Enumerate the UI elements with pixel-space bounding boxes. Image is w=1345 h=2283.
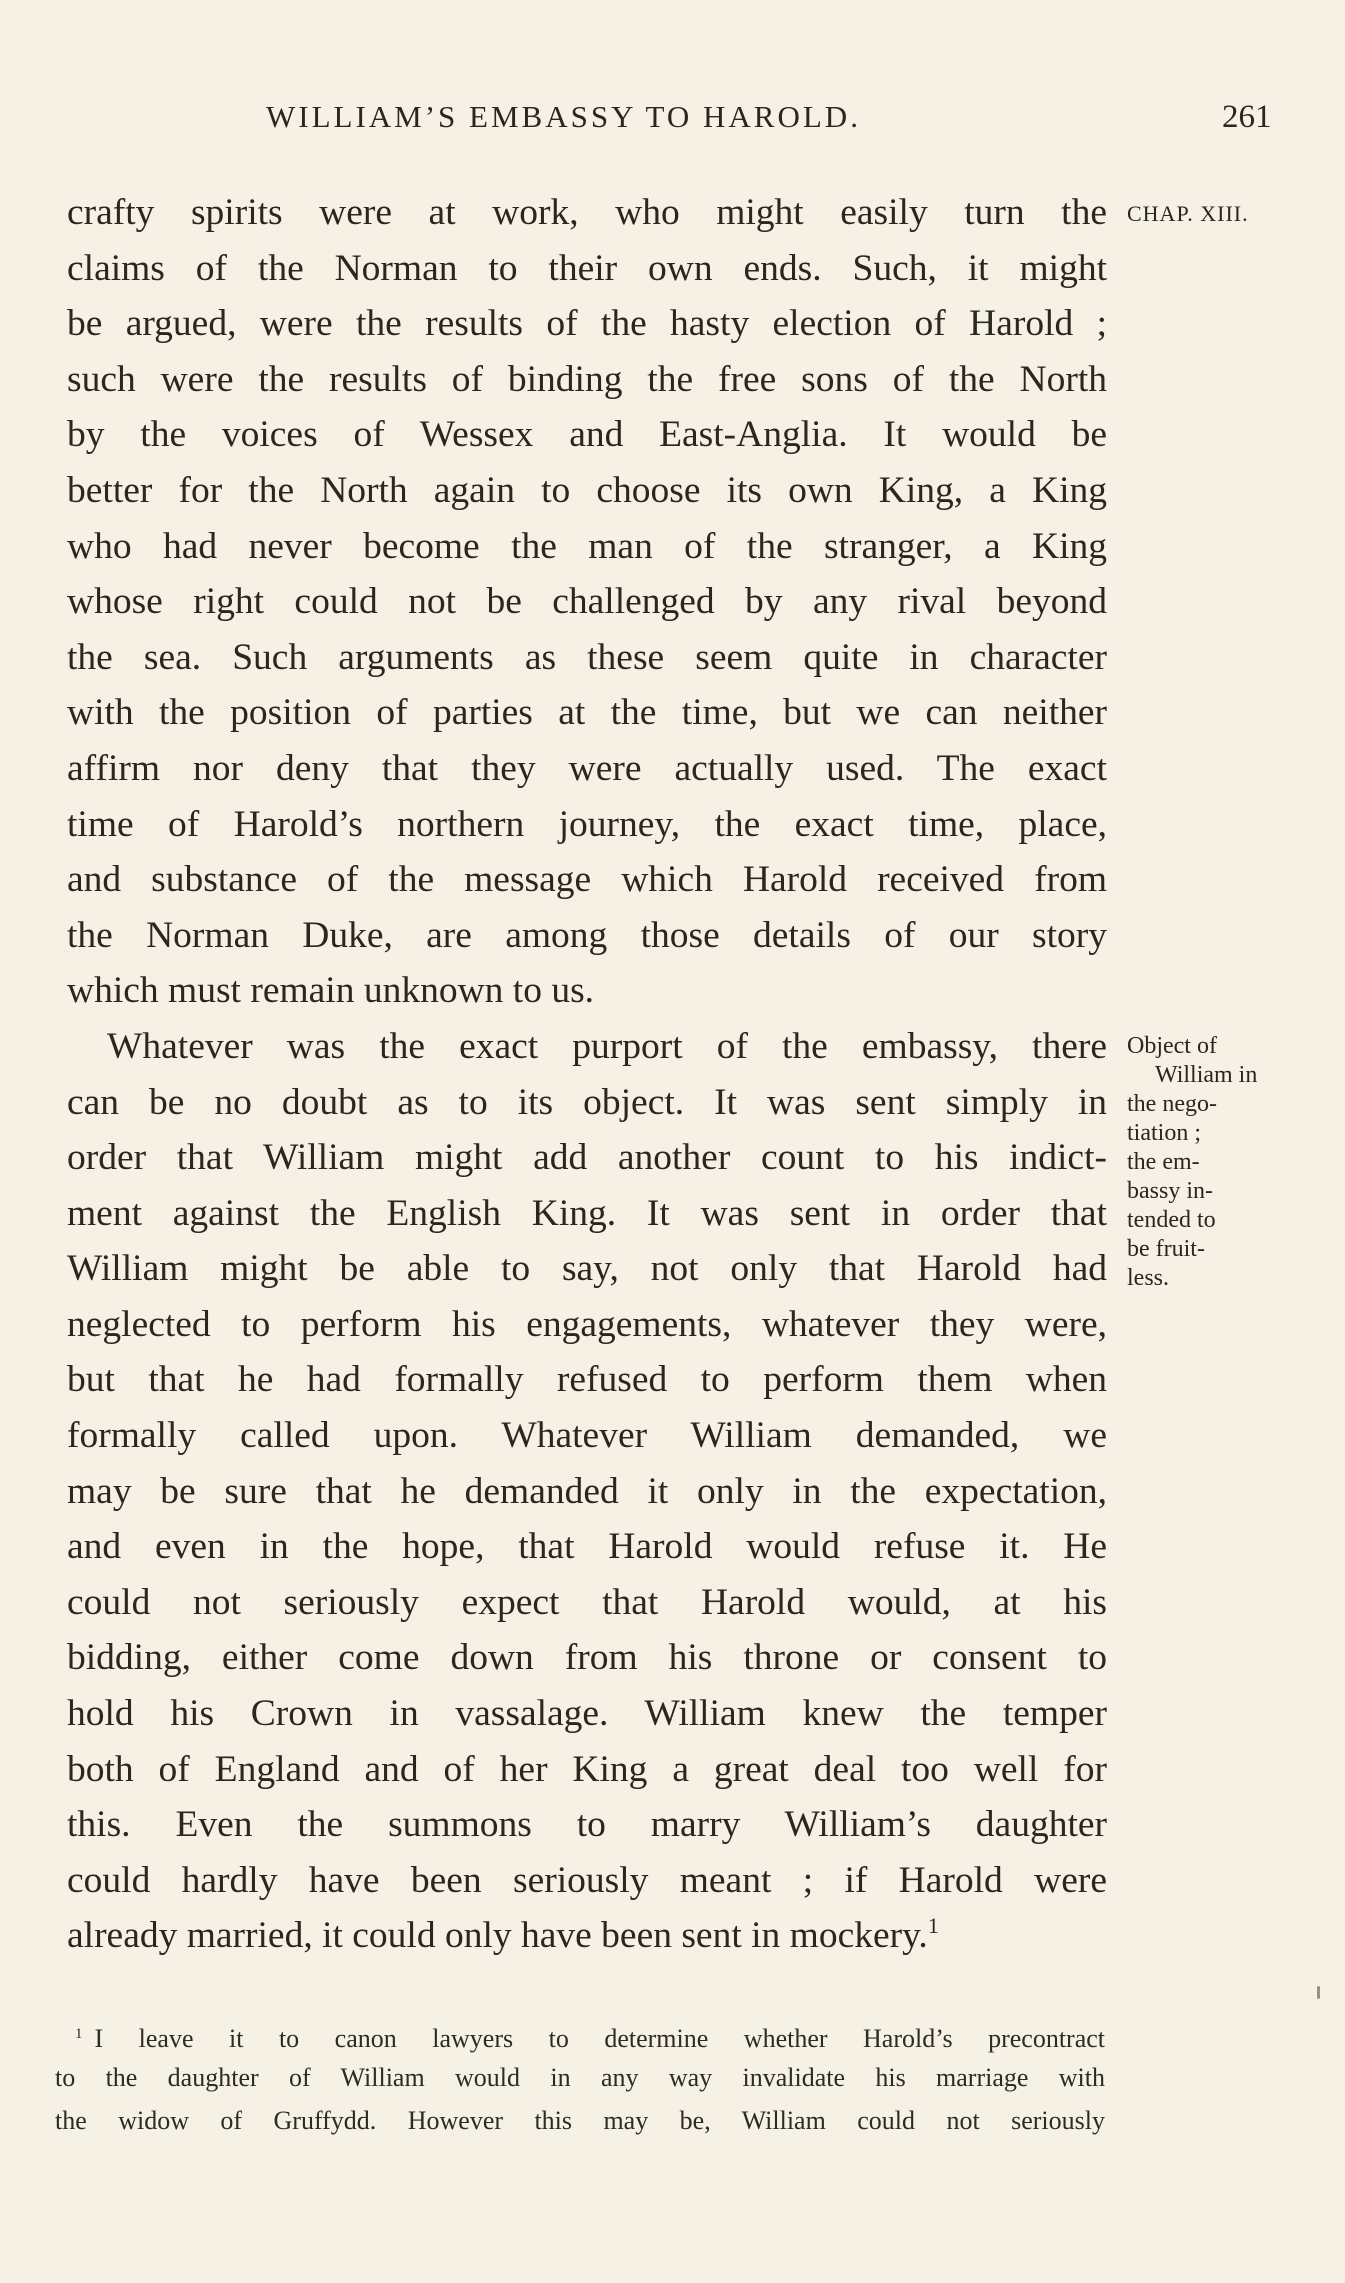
text-line: better for the North again to choose its own King, a King	[67, 469, 1107, 511]
text-line: the sea. Such arguments as these seem quite in character	[67, 636, 1107, 678]
text-line: William might be able to say, not only that Harold had	[67, 1248, 1107, 1290]
text-line: ment against the English King. It was sent in order that	[67, 1192, 1107, 1234]
text-line: Whatever was the exact purport of the embassy, there	[107, 1025, 1107, 1067]
marginal-note-line: be fruit-	[1127, 1236, 1205, 1262]
text-line-with-footnote-ref	[67, 1908, 1107, 1964]
marginal-note-line: William in	[1155, 1062, 1258, 1088]
text-line: the Norman Duke, are among those details of our story	[67, 914, 1107, 956]
marginal-note-line: Object of	[1127, 1033, 1217, 1059]
text-line: who had never become the man of the stranger, a King	[67, 525, 1107, 567]
text-line: time of Harold’s northern journey, the exact time, place,	[67, 803, 1107, 845]
text-line: already married, it could only have been sent in mockery.	[67, 1915, 928, 1957]
marginal-note-line: tended to	[1127, 1207, 1216, 1233]
footnote-line: the widow of Gruffydd. However this may be, William could not seriously	[55, 2106, 1105, 2135]
text-line: bidding, either come down from his throne or consent to	[67, 1637, 1107, 1679]
text-line: could hardly have been seriously meant ; if Harold were	[67, 1859, 1107, 1901]
marginal-note-line: less.	[1127, 1265, 1169, 1291]
page-number: 261	[1222, 99, 1272, 135]
text-line: crafty spirits were at work, who might easily turn the	[67, 192, 1107, 233]
text-line: formally called upon. Whatever William demanded, we	[67, 1415, 1107, 1457]
footnote	[55, 2013, 1105, 2142]
text-line: but that he had formally refused to perform them when	[67, 1359, 1107, 1401]
marginal-note-line: bassy in-	[1127, 1178, 1213, 1204]
footnote-line: to the daughter of William would in any way invalidate his marriage with	[55, 2063, 1105, 2092]
text-line: such were the results of binding the free sons of the North	[67, 358, 1107, 400]
footnote-mark: 1	[75, 2026, 83, 2042]
text-line: hold his Crown in vassalage. William knew the temper	[67, 1693, 1107, 1735]
text-line: both of England and of her King a great deal too well for	[67, 1748, 1107, 1790]
chapter-label: CHAP. XIII.	[1127, 201, 1249, 226]
text-line: could not seriously expect that Harold would, at his	[67, 1581, 1107, 1623]
text-line: be argued, were the results of the hasty election of Harold ;	[67, 303, 1107, 345]
footnote-text: I leave it to canon lawyers to determine whether Harold’s precontract	[94, 2024, 1105, 2053]
text-line: whose right could not be challenged by any rival beyond	[67, 581, 1107, 623]
text-line: and even in the hope, that Harold would refuse it. He	[67, 1526, 1107, 1568]
marginal-note-line: the nego-	[1127, 1091, 1217, 1117]
text-line: claims of the Norman to their own ends. Such, it might	[67, 247, 1107, 289]
marginal-note	[1127, 1032, 1287, 1293]
text-line: can be no doubt as to its object. It was sent simply in	[67, 1081, 1107, 1123]
footnote-reference: 1	[927, 1913, 939, 1939]
body-text	[67, 185, 1107, 1964]
text-line: neglected to perform his engagements, whatever they were,	[67, 1303, 1107, 1345]
text-line: which must remain unknown to us.	[67, 970, 595, 1012]
text-line: by the voices of Wessex and East-Anglia. It would be	[67, 414, 1107, 456]
marginal-note-line: the em-	[1127, 1149, 1200, 1175]
running-title: WILLIAM’S EMBASSY TO HAROLD.	[266, 99, 861, 134]
footnote-line	[55, 2013, 1105, 2056]
text-line: order that William might add another count to his indict-	[67, 1137, 1107, 1179]
text-line: affirm nor deny that they were actually used. The exact	[67, 747, 1107, 789]
text-line: this. Even the summons to marry William’s daughter	[67, 1804, 1107, 1846]
paper-speck	[1317, 1986, 1320, 1999]
text-line: and substance of the message which Harold received from	[67, 859, 1107, 901]
text-line: may be sure that he demanded it only in the expectation,	[67, 1470, 1107, 1512]
running-head	[0, 92, 1345, 142]
text-line: with the position of parties at the time, but we can neither	[67, 692, 1107, 734]
marginal-note-line: tiation ;	[1127, 1120, 1201, 1146]
